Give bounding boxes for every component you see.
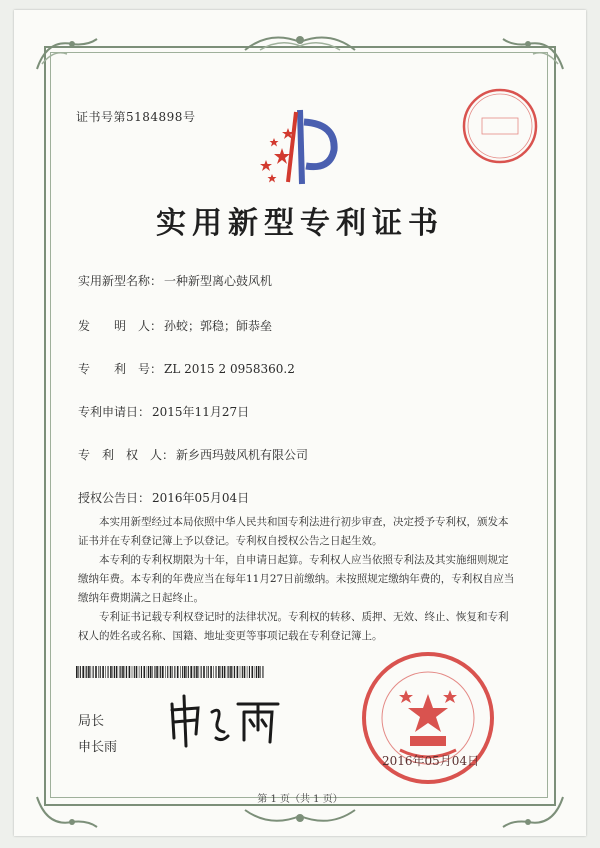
certificate-number: 证书号第5184898号: [76, 110, 196, 124]
field-utility-model-name: [78, 272, 272, 289]
field-label: 发 明 人：: [78, 319, 163, 333]
field-label: 专 利 权 人：: [78, 448, 175, 462]
page-number: 第 1 页（共 1 页）: [257, 794, 343, 805]
agency-seal-icon: [460, 86, 540, 166]
field-patentee: [78, 446, 308, 463]
field-label: 实用新型名称：: [78, 274, 163, 288]
field-application-date: [78, 403, 249, 420]
seal-date: 2016年05月04日: [382, 754, 480, 768]
field-label: 授权公告日：: [78, 491, 151, 505]
field-value: 2016年05月04日: [152, 491, 250, 505]
certificate-page: [14, 10, 586, 836]
page-title: 实用新型专利证书: [156, 206, 444, 241]
ornament-top-left-icon: [32, 34, 102, 74]
patent-office-logo-icon: [252, 104, 348, 188]
ornament-bottom-center-icon: [240, 804, 360, 830]
body-paragraph: 本专利的专利权期限为十年，自申请日起算。专利权人应当依照专利法及其实施细则规定缴纳年费。本专利的年费应当在每年11月27日前缴纳。未按照规定缴纳年费的，专利权自应当缴纳年费期满之日起终止。: [78, 554, 515, 604]
certificate-body-text: [78, 513, 518, 646]
barcode-icon: [76, 666, 264, 678]
body-paragraph: 本实用新型经过本局依照中华人民共和国专利法进行初步审查，决定授予专利权，颁发本证书并在专利登记簿上予以登记。专利权自授权公告之日起生效。: [78, 516, 509, 547]
field-value: 孙蛟；郭稳；師恭垒: [164, 319, 273, 333]
handwritten-signature-icon: [164, 690, 284, 750]
signatory-title: 局长: [78, 714, 105, 729]
field-label: 专利申请日：: [78, 405, 151, 419]
field-value: ZL 2015 2 0958360.2: [164, 362, 295, 376]
field-announcement-date: [78, 489, 249, 506]
field-patent-number: [78, 360, 295, 377]
signatory-name: 申长雨: [78, 740, 118, 755]
field-value: 2015年11月27日: [152, 405, 250, 419]
body-paragraph: 专利证书记载专利权登记时的法律状况。专利权的转移、质押、无效、终止、恢复和专利权人的姓名或名称、国籍、地址变更等事项记载在专利登记簿上。: [78, 611, 509, 642]
field-label: 专 利 号：: [78, 362, 163, 376]
field-value: 一种新型离心鼓风机: [164, 274, 273, 288]
ornament-top-right-icon: [498, 34, 568, 74]
field-inventor: [78, 317, 272, 334]
ornament-top-center-icon: [240, 28, 360, 58]
field-value: 新乡西玛鼓风机有限公司: [176, 448, 309, 462]
